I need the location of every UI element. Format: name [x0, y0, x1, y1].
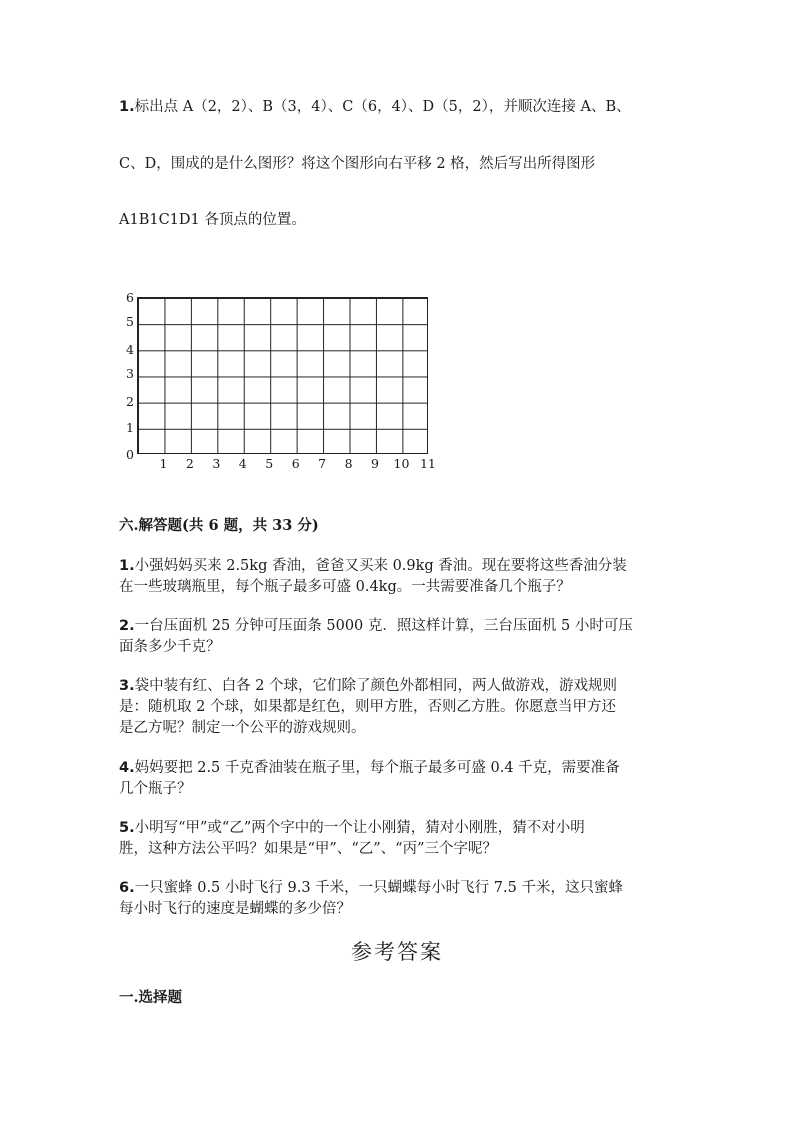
problem-number: 3. — [119, 678, 135, 694]
problem-text: 在一些玻璃瓶里，每个瓶子最多可盛 0.4kg。一共需要准备几个瓶子？ — [119, 579, 571, 595]
section-6-heading: 六.解答题(共 6 题，共 33 分) — [119, 517, 319, 534]
grid-x-label: 3 — [212, 456, 221, 471]
problem-4-line — [119, 757, 620, 779]
grid-x-label: 2 — [185, 456, 194, 471]
q1-line-2: C、D，围成的是什么图形？将这个图形向右平移 2 格，然后写出所得图形 — [119, 156, 596, 172]
q1-line-3: A1B1C1D1 各顶点的位置。 — [119, 212, 306, 228]
problem-text: 一台压面机 25 分钟可压面条 5000 克．照这样计算，三台压面机 5 小时可压 — [134, 618, 633, 634]
grid-y-label: 1 — [126, 420, 134, 435]
grid-x-label: 9 — [371, 456, 379, 471]
grid-x-label: 5 — [265, 456, 274, 471]
problem-text: 每小时飞行的速度是蝴蝶的多少倍？ — [119, 901, 351, 917]
grid-y-label: 2 — [126, 394, 134, 409]
problem-1-line — [119, 576, 571, 598]
problem-3-line — [119, 696, 616, 718]
problem-text: 面条多少千克？ — [119, 639, 221, 655]
problem-text: 袋中装有红、白各 2 个球，它们除了颜色外都相同，两人做游戏，游戏规则 — [134, 678, 618, 694]
q1-number: 1. — [119, 99, 135, 115]
problem-text: 是乙方呢？制定一个公平的游戏规则。 — [119, 720, 366, 736]
grid-y-label: 6 — [126, 290, 134, 305]
answers-title: 参考答案 — [351, 940, 443, 964]
problem-3-line — [119, 717, 366, 739]
grid-x-label: 11 — [419, 456, 436, 471]
problem-number: 5. — [119, 820, 135, 836]
grid-y-label: 0 — [126, 447, 134, 462]
problem-6-line — [119, 898, 351, 920]
problem-number: 2. — [119, 618, 135, 634]
grid-x-label: 8 — [344, 456, 353, 471]
problem-2-line — [119, 636, 221, 658]
problem-text: 胜，这种方法公平吗？如果是“甲”、“乙”、“丙”三个字呢？ — [119, 841, 497, 857]
coordinate-grid — [137, 297, 428, 454]
grid-y-label: 5 — [126, 314, 134, 329]
problem-6-line — [119, 877, 623, 899]
grid-x-label: 10 — [393, 456, 410, 471]
grid-y-label: 3 — [126, 366, 134, 381]
grid-x-label: 4 — [238, 456, 247, 471]
problem-text: 小明写“甲”或“乙”两个字中的一个让小刚猜，猜对小刚胜，猜不对小明 — [134, 820, 585, 836]
problem-text: 小强妈妈买来 2.5kg 香油，爸爸又买来 0.9kg 香油。现在要将这些香油分装 — [134, 558, 627, 574]
problem-3-line — [119, 675, 617, 697]
problem-2-line — [119, 615, 633, 637]
answers-section-1-heading: 一.选择题 — [119, 989, 183, 1006]
problem-5-line — [119, 817, 585, 839]
q1-text-1: 标出点 A（2，2）、B（3，4）、C（6，4）、D（5，2），并顺次连接 A、B、 — [134, 99, 631, 115]
grid-y-label: 4 — [126, 342, 134, 357]
problem-1-line — [119, 555, 627, 577]
problem-text: 一只蜜蜂 0.5 小时飞行 9.3 千米，一只蝴蝶每小时飞行 7.5 千米，这只蜜蜂 — [134, 880, 623, 896]
problem-number: 4. — [119, 760, 135, 776]
problem-text: 几个瓶子？ — [119, 781, 192, 797]
problem-number: 1. — [119, 558, 135, 574]
problem-text: 妈妈要把 2.5 千克香油装在瓶子里，每个瓶子最多可盛 0.4 千克，需要准备 — [134, 760, 620, 776]
grid-x-label: 6 — [291, 456, 300, 471]
q1-line-1 — [119, 96, 631, 118]
grid-x-label: 7 — [318, 456, 327, 471]
problem-text: 是：随机取 2 个球，如果都是红色，则甲方胜，否则乙方胜。你愿意当甲方还 — [119, 699, 616, 715]
problem-4-line — [119, 778, 192, 800]
grid-x-label: 1 — [159, 456, 168, 471]
problem-number: 6. — [119, 880, 135, 896]
problem-5-line — [119, 838, 497, 860]
